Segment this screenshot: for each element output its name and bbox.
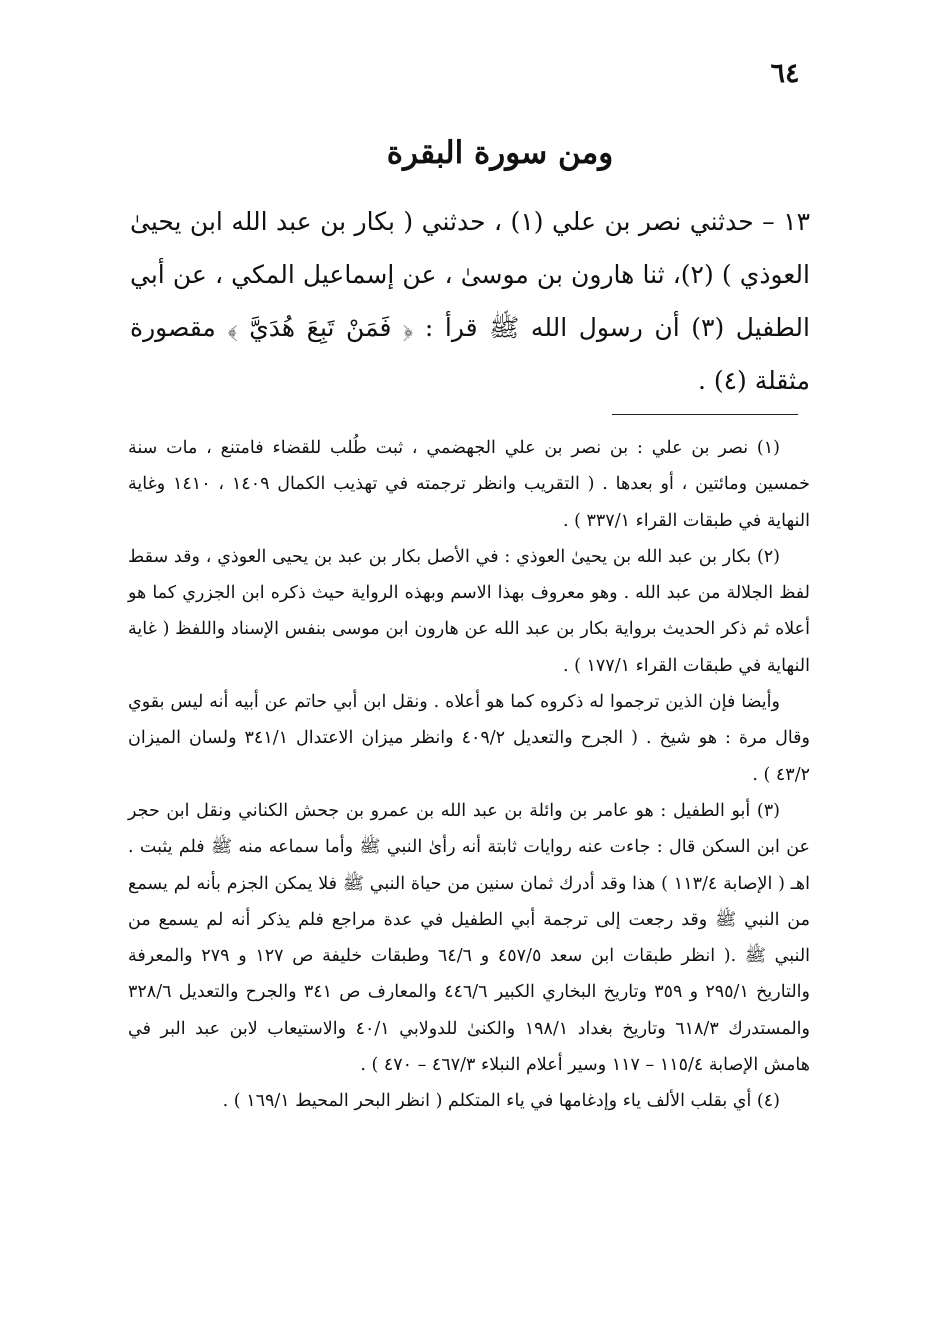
footnotes: [128, 430, 810, 1120]
footnote-2: (٢) بكار بن عبد الله بن يحيىٰ العوذي : في الأصل بكار بن عبد بن يحيى العوذي ، وقد سقط لفظ الجلالة من عبد الله . وهو معروف بهذا الاسم وبهذه الرواية حيث ذكره ابن الجزري كما هو أعلاه ثم ذكر الحديث برواية بكار بن عبد الله عن هارون ابن موسى بنفس الإسناد واللفظ ( غاية النهاية في طبقات القراء ١٧٧/١ ) .: [128, 546, 810, 676]
footnote-4: (٤) أي بقلب الألف ياء وإدغامها في ياء المتكلم ( انظر البحر المحيط ١٦٩/١ ) .: [222, 1091, 780, 1112]
footnote-1: (١) نصر بن علي : بن نصر بن علي الجهضمي ، ثبت طُلب للقضاء فامتنع ، مات سنة خمسين ومائتين ، أو بعدها . ( التقريب وانظر ترجمته في تهذيب الكمال ١٤٠٩ ، ١٤١٠ وغاية النهاية في طبقات القراء ٣٣٧/١ ) .: [128, 438, 810, 531]
footnote-3: (٣) أبو الطفيل : هو عامر بن وائلة بن عبد الله بن عمرو بن جحش الكناني ونقل ابن حجر عن ابن السكن قال : جاءت عنه روايات ثابتة أنه رأىٰ النبي ﷺ وأما سماعه منه ﷺ فلم يثبت . اهـ ( الإصابة ١١٣/٤ ) هذا وقد أدرك ثمان سنين من حياة النبي ﷺ فلا يمكن الجزم بأنه لم يسمع من النبي ﷺ وقد رجعت إلى ترجمة أبي الطفيل في عدة مراجع فلم يذكر أنه لم يسمع من النبي ﷺ .( انظر طبقات ابن سعد ٤٥٧/٥ و ٦٤/٦ وطبقات خليفة ص ١٢٧ و ٢٧٩ والمعرفة والتاريخ ٢٩٥/١ و ٣٥٩ وتاريخ البخاري الكبير ٤٤٦/٦ والمعارف ص ٣٤١ والجرح والتعديل ٣٢٨/٦ والمستدرك ٦١٨/٣ وتاريخ بغداد ١٩٨/١ والكنىٰ للدولابي ٤٠/١ والاستيعاب لابن عبد البر في هامش الإصابة ١١٥/٤ – ١١٧ وسير أعلام النبلاء ٤٦٧/٣ – ٤٧٠ ) .: [128, 800, 811, 1076]
surah-title: ومن سورة البقرة: [386, 135, 614, 171]
page-number: ٦٤: [770, 58, 800, 89]
hadith-text: ١٣ – حدثني نصر بن علي (١) ، حدثني ( بكار بن عبد الله ابن يحيىٰ العوذي ) (٢)، ثنا هارون بن موسىٰ ، عن إسماعيل المكي ، عن أبي الطفيل (٣) أن رسول الله ﷺ قرأ : ﴿ فَمَنْ تَبِعَ هُدَيَّ ﴾ مقصورة مثقلة (٤) .: [130, 207, 810, 395]
footnote-2-continued: وأيضا فإن الذين ترجموا له ذكروه كما هو أعلاه . ونقل ابن أبي حاتم عن أبيه أنه ليس بقوي وقال مرة : هو شيخ . ( الجرح والتعديل ٤٠٩/٢ وانظر ميزان الاعتدال ٣٤١/١ ولسان الميزان ٤٣/٢ ) .: [128, 692, 810, 785]
footnote-separator: [612, 414, 798, 415]
